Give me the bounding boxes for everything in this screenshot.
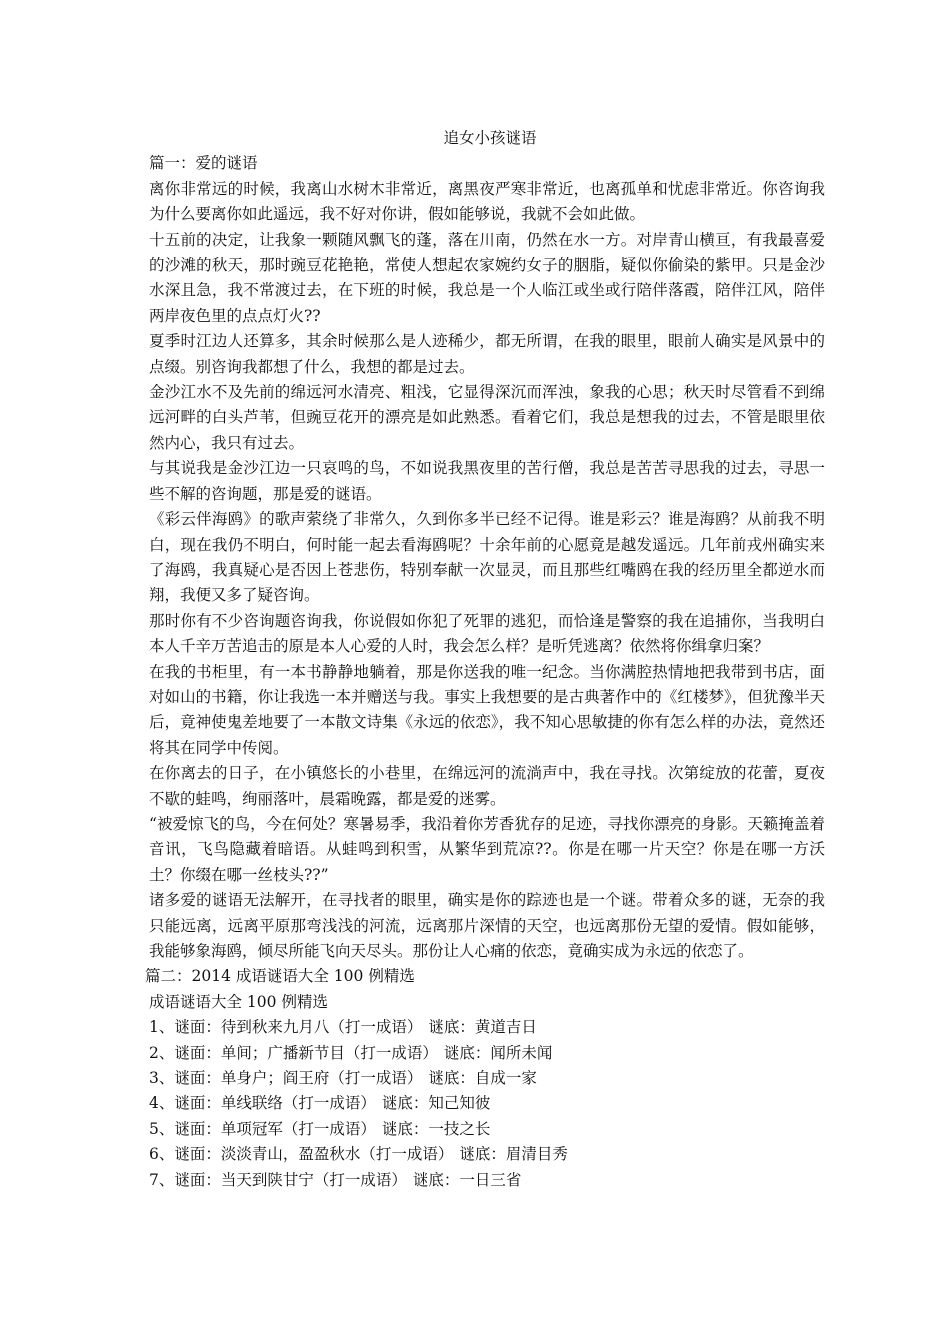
riddle-face: 谜面：单间；广播新节目（打一成语） [174,1043,438,1062]
riddle-item [145,1117,825,1142]
riddle-face: 谜面：当天到陕甘宁（打一成语） [174,1170,407,1189]
section-1-heading: 篇一：爱的谜语 [149,154,258,173]
riddle-face: 谜面：单身户；阎王府（打一成语） [174,1069,423,1088]
section-2 [145,964,825,1193]
paragraph: 在我的书柜里，有一本书静静地躺着，那是你送我的唯一纪念。当你满腔热情地把我带到书店，面对如山的书籍，你让我选一本并赠送与我。事实上我想要的是古典著作中的《红楼梦》，但犹豫半天后，竟神使鬼差地要了一本散文诗集《永远的依恋》，我不知心思敏捷的你有怎么样的办法，竟然还将其在同学中传阅。 [149,662,825,757]
document-title: 追女小孩谜语 [443,129,537,147]
riddle-answer: 谜底：知己知彼 [381,1094,491,1113]
riddle-number: 2、 [149,1043,175,1062]
section-2-subheading: 成语谜语大全 100 例精选 [149,992,328,1011]
document-page [145,126,825,1193]
riddle-item [145,1015,825,1040]
paragraph: 与其说我是金沙江边一只哀鸣的鸟，不如说我黑夜里的苦行僧，我总是苦苦寻思我的过去，寻思一些不解的咨询题，那是爱的谜语。 [149,459,825,503]
paragraph: 金沙江水不及先前的绵远河水清亮、粗浅，它显得深沉而浑浊，象我的心思；秋天时尽管看不到绵远河畔的白头芦苇，但豌豆花开的漂亮是如此熟悉。看着它们，我总是想我的过去，不管是眼里依然内心，我只有过去。 [149,383,825,452]
riddle-number: 6、 [149,1145,175,1164]
riddle-number: 3、 [149,1069,175,1088]
riddle-answer: 谜底：一技之长 [381,1119,491,1138]
riddle-number: 4、 [149,1094,175,1113]
paragraph: “被爱惊飞的鸟，今在何处？寒暑易季，我沿着你芳香犹存的足迹，寻找你漂亮的身影。天籁掩盖着音讯，飞鸟隐藏着暗语。从蛙鸣到积雪，从繁华到荒凉??。你是在哪一片天空？你是在哪一方沃土？你缀在哪一丝枝头??” [149,814,825,884]
riddle-answer: 谜底：眉清目秀 [459,1145,568,1164]
paragraph: 《彩云伴海鸥》的歌声萦绕了非常久，久到你多半已经不记得。谁是彩云？谁是海鸥？从前我不明白，现在我仍不明白，何时能一起去看海鸥呢？十余年前的心愿竟是越发遥远。几年前戎州确实来了海鸥，我真疑心是否因上苍悲伤，特别奉献一次显灵，而且那些红嘴鸥在我的经历里全都逆水而翔，我便又多了疑咨询。 [149,510,825,605]
riddle-item [145,1041,825,1066]
riddle-item [145,1168,825,1193]
riddle-face: 谜面：淡淡青山，盈盈秋水（打一成语） [174,1145,454,1164]
riddle-answer: 谜底：一日三省 [412,1170,522,1189]
paragraph: 夏季时江边人还算多，其余时候那么是人迹稀少，都无所谓，在我的眼里，眼前人确实是风景中的点缀。别咨询我都想了什么，我想的都是过去。 [149,332,825,376]
section-1 [145,151,825,964]
riddle-item [145,1091,825,1116]
riddle-face: 谜面：单项冠军（打一成语） [174,1119,376,1138]
riddle-face: 谜面：待到秋来九月八（打一成语） [174,1018,423,1037]
section-2-heading: 篇二：2014 成语谜语大全 100 例精选 [145,967,415,986]
riddle-answer: 谜底：黄道吉日 [428,1018,537,1037]
riddle-number: 7、 [149,1170,175,1189]
riddle-item [145,1142,825,1167]
paragraph: 诸多爱的谜语无法解开，在寻找者的眼里，确实是你的踪迹也是一个谜。带着众多的谜，无奈的我只能远离，远离平原那弯浅浅的河流，远离那片深情的天空，也远离那份无望的爱情。假如能够，我能够象海鸥，倾尽所能飞向天尽头。那份让人心痛的依恋，竟确实成为永远的依恋了。 [149,891,825,960]
paragraph: 离你非常远的时候，我离山水树木非常近，离黑夜严寒非常近，也离孤单和忧虑非常近。你咨询我为什么要离你如此遥远，我不好对你讲，假如能够说，我就不会如此做。 [149,179,825,224]
riddle-face: 谜面：单线联络（打一成语） [174,1094,376,1113]
riddle-item [145,1066,825,1091]
riddle-answer: 谜底：自成一家 [428,1069,537,1088]
paragraph: 那时你有不少咨询题咨询我，你说假如你犯了死罪的逃犯，而恰逢是警察的我在追捕你，当我明白本人千辛万苦追击的原是本人心爱的人时，我会怎么样？是听凭逃离？依然将你缉拿归案？ [149,611,825,656]
paragraph: 十五前的决定，让我象一颗随风飘飞的蓬，落在川南，仍然在水一方。对岸青山横亘，有我最喜爱的沙滩的秋天，那时豌豆花艳艳，常使人想起农家婉约女子的胭脂，疑似你偷染的紫甲。只是金沙水深且急，我不常渡过去，在下班的时候，我总是一个人临江或坐或行陪伴落霞，陪伴江风，陪伴两岸夜色里的点点灯火?? [149,230,825,325]
riddle-answer: 谜底：闻所未闻 [443,1043,553,1062]
riddle-number: 5、 [149,1119,175,1138]
paragraph: 在你离去的日子，在小镇悠长的小巷里，在绵远河的流淌声中，我在寻找。次第绽放的花蕾，夏夜不歇的蛙鸣，绚丽落叶，晨霜晚露，都是爱的迷雾。 [149,764,825,808]
riddle-number: 1、 [149,1018,175,1037]
riddle-list [145,1015,825,1193]
